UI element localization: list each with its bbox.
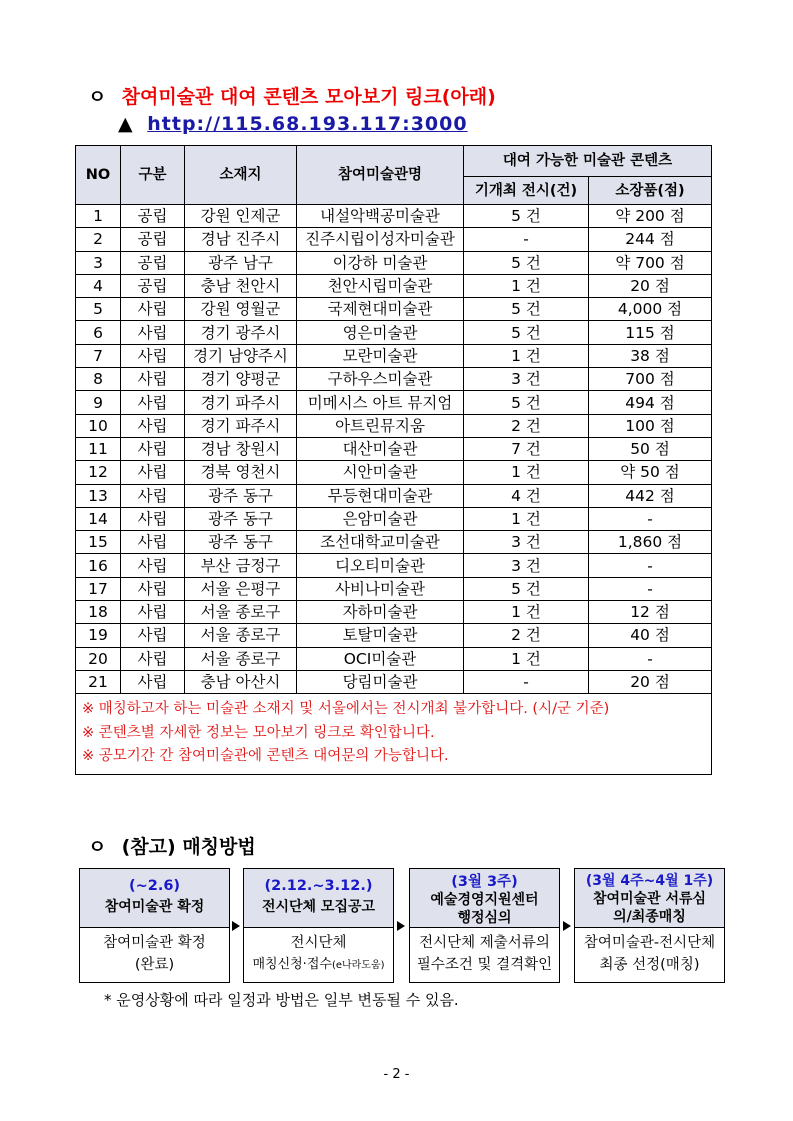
cell-no: 14 <box>76 507 121 530</box>
cell-museum: 디오티미술관 <box>297 554 464 577</box>
museum-table <box>75 145 712 775</box>
flow-step-3-desc1: 전시단체 제출서류의 <box>419 935 550 951</box>
cell-no: 11 <box>76 437 121 460</box>
flow-step-1-title: 참여미술관 확정 <box>104 899 205 915</box>
cell-location: 경기 파주시 <box>185 414 297 437</box>
section2-bullet: ㅇ <box>88 836 107 858</box>
header-contents: 대여 가능한 미술관 콘텐츠 <box>464 146 712 177</box>
cell-location: 경기 남양주시 <box>185 344 297 367</box>
cell-location: 서울 종로구 <box>185 647 297 670</box>
cell-type: 사립 <box>121 647 185 670</box>
cell-no: 15 <box>76 531 121 554</box>
cell-type: 사립 <box>121 531 185 554</box>
flow-step-3 <box>409 868 560 983</box>
table-row <box>76 554 712 577</box>
section1-title: 참여미술관 대여 콘텐츠 모아보기 링크(아래) <box>121 86 496 108</box>
flow-step-2 <box>243 868 394 983</box>
cell-type: 사립 <box>121 321 185 344</box>
table-row <box>76 321 712 344</box>
cell-collection: 20 점 <box>589 670 712 693</box>
table-row <box>76 228 712 251</box>
cell-type: 공립 <box>121 228 185 251</box>
cell-collection: 약 50 점 <box>589 461 712 484</box>
cell-location: 경북 영천시 <box>185 461 297 484</box>
cell-location: 광주 동구 <box>185 507 297 530</box>
cell-museum: 국제현대미술관 <box>297 298 464 321</box>
table-row <box>76 577 712 600</box>
cell-collection: 40 점 <box>589 624 712 647</box>
cell-location: 광주 동구 <box>185 484 297 507</box>
flow-step-4-date: (3월 4주~4월 1주) <box>585 873 714 889</box>
cell-no: 17 <box>76 577 121 600</box>
cell-collection: - <box>589 577 712 600</box>
arrow-right-icon <box>563 921 571 931</box>
cell-no: 8 <box>76 368 121 391</box>
cell-exhibitions: 5 건 <box>464 251 589 274</box>
cell-no: 12 <box>76 461 121 484</box>
cell-collection: - <box>589 507 712 530</box>
cell-collection: 38 점 <box>589 344 712 367</box>
table-row <box>76 461 712 484</box>
cell-exhibitions: 7 건 <box>464 437 589 460</box>
cell-museum: 영은미술관 <box>297 321 464 344</box>
cell-no: 1 <box>76 205 121 228</box>
flow-step-3-header <box>410 869 559 928</box>
cell-museum: 조선대학교미술관 <box>297 531 464 554</box>
cell-location: 광주 동구 <box>185 531 297 554</box>
cell-collection: 494 점 <box>589 391 712 414</box>
flow-step-4-body <box>575 928 724 982</box>
flow-step-4-desc1: 참여미술관-전시단체 <box>583 935 716 951</box>
table-row <box>76 647 712 670</box>
flow-step-4-header <box>575 869 724 928</box>
footnote: * 운영상황에 따라 일정과 방법은 일부 변동될 수 있음. <box>104 991 459 1009</box>
cell-museum: 아트린뮤지움 <box>297 414 464 437</box>
cell-exhibitions: 5 건 <box>464 577 589 600</box>
cell-location: 경기 광주시 <box>185 321 297 344</box>
table-row <box>76 274 712 297</box>
cell-type: 사립 <box>121 391 185 414</box>
table-notes <box>76 694 712 775</box>
cell-no: 2 <box>76 228 121 251</box>
header-collection: 소장품(점) <box>589 177 712 205</box>
cell-museum: 내설악백공미술관 <box>297 205 464 228</box>
flow-step-3-date: (3월 3주) <box>451 874 518 890</box>
arrow-right-icon <box>397 921 405 931</box>
header-type: 구분 <box>121 146 185 205</box>
table-row <box>76 368 712 391</box>
flow-step-1-desc1: 참여미술관 확정 <box>103 935 206 951</box>
triangle-up-icon: ▲ <box>118 113 133 135</box>
cell-collection: 1,860 점 <box>589 531 712 554</box>
table-row <box>76 484 712 507</box>
cell-museum: 미메시스 아트 뮤지엄 <box>297 391 464 414</box>
flow-step-3-title: 예술경영지원센터 행정심의 <box>430 892 539 926</box>
cell-exhibitions: - <box>464 228 589 251</box>
cell-museum: 무등현대미술관 <box>297 484 464 507</box>
header-museum: 참여미술관명 <box>297 146 464 205</box>
cell-type: 사립 <box>121 298 185 321</box>
flow-step-4-title: 참여미술관 서류심의/최종매칭 <box>592 891 707 925</box>
flow-step-1-body <box>80 928 229 982</box>
cell-museum: 자하미술관 <box>297 601 464 624</box>
flow-step-4-desc2: 최종 선정(매칭) <box>599 957 700 973</box>
cell-collection: 244 점 <box>589 228 712 251</box>
table-row <box>76 531 712 554</box>
cell-collection: - <box>589 647 712 670</box>
note-2: ※ 콘텐츠별 자세한 정보는 모아보기 링크로 확인합니다. <box>82 724 435 741</box>
cell-type: 공립 <box>121 251 185 274</box>
cell-location: 경남 창원시 <box>185 437 297 460</box>
cell-exhibitions: - <box>464 670 589 693</box>
table-row <box>76 437 712 460</box>
table-row <box>76 670 712 693</box>
cell-location: 경기 양평군 <box>185 368 297 391</box>
cell-location: 서울 종로구 <box>185 601 297 624</box>
link-line <box>118 113 468 135</box>
cell-collection: 442 점 <box>589 484 712 507</box>
note-1: ※ 매칭하고자 하는 미술관 소재지 및 서울에서는 전시개최 불가합니다. (시/군 기준) <box>82 701 610 718</box>
flow-step-4 <box>574 868 725 983</box>
cell-location: 경기 파주시 <box>185 391 297 414</box>
cell-exhibitions: 1 건 <box>464 507 589 530</box>
flow-step-2-desc2-suffix: (e나라도움) <box>331 960 385 971</box>
flow-step-2-desc1: 전시단체 <box>290 935 347 951</box>
cell-no: 9 <box>76 391 121 414</box>
cell-no: 6 <box>76 321 121 344</box>
cell-exhibitions: 5 건 <box>464 205 589 228</box>
cell-exhibitions: 4 건 <box>464 484 589 507</box>
cell-type: 공립 <box>121 274 185 297</box>
flow-step-2-date: (2.12.~3.12.) <box>264 878 373 894</box>
table-row <box>76 507 712 530</box>
cell-collection: - <box>589 554 712 577</box>
cell-no: 18 <box>76 601 121 624</box>
cell-no: 7 <box>76 344 121 367</box>
cell-collection: 4,000 점 <box>589 298 712 321</box>
table-row <box>76 624 712 647</box>
section2-title: (참고) 매칭방법 <box>121 836 256 858</box>
cell-exhibitions: 1 건 <box>464 344 589 367</box>
flow-step-3-body <box>410 928 559 982</box>
flow-step-1-header <box>80 869 229 928</box>
cell-collection: 12 점 <box>589 601 712 624</box>
cell-collection: 약 700 점 <box>589 251 712 274</box>
table-row <box>76 344 712 367</box>
cell-museum: 토탈미술관 <box>297 624 464 647</box>
cell-museum: 은암미술관 <box>297 507 464 530</box>
header-exhibitions: 기개최 전시(건) <box>464 177 589 205</box>
header-location: 소재지 <box>185 146 297 205</box>
cell-location: 강원 인제군 <box>185 205 297 228</box>
cell-exhibitions: 5 건 <box>464 391 589 414</box>
cell-no: 3 <box>76 251 121 274</box>
cell-exhibitions: 1 건 <box>464 601 589 624</box>
cell-museum: 대산미술관 <box>297 437 464 460</box>
flow-step-2-title: 전시단체 모집공고 <box>261 899 376 915</box>
cell-type: 사립 <box>121 670 185 693</box>
table-row <box>76 601 712 624</box>
cell-exhibitions: 3 건 <box>464 554 589 577</box>
flow-step-1-date: (~2.6) <box>128 878 181 894</box>
cell-exhibitions: 2 건 <box>464 414 589 437</box>
cell-no: 19 <box>76 624 121 647</box>
table-row <box>76 205 712 228</box>
flow-step-2-header <box>244 869 393 928</box>
cell-museum: 모란미술관 <box>297 344 464 367</box>
cell-museum: 사비나미술관 <box>297 577 464 600</box>
cell-location: 서울 은평구 <box>185 577 297 600</box>
cell-museum: 천안시립미술관 <box>297 274 464 297</box>
cell-museum: 구하우스미술관 <box>297 368 464 391</box>
table-body <box>76 205 712 694</box>
cell-type: 사립 <box>121 344 185 367</box>
cell-type: 사립 <box>121 507 185 530</box>
cell-collection: 115 점 <box>589 321 712 344</box>
cell-type: 사립 <box>121 368 185 391</box>
cell-collection: 약 200 점 <box>589 205 712 228</box>
cell-type: 사립 <box>121 624 185 647</box>
cell-location: 충남 천안시 <box>185 274 297 297</box>
cell-location: 강원 영월군 <box>185 298 297 321</box>
section1-bullet: ㅇ <box>88 86 107 108</box>
cell-exhibitions: 2 건 <box>464 624 589 647</box>
flow-step-2-body <box>244 928 393 982</box>
flow-step-1-desc2: (완료) <box>134 957 175 973</box>
note-3: ※ 공모기간 간 참여미술관에 콘텐츠 대여문의 가능합니다. <box>82 748 449 765</box>
cell-location: 충남 아산시 <box>185 670 297 693</box>
cell-location: 서울 종로구 <box>185 624 297 647</box>
table-row <box>76 391 712 414</box>
cell-collection: 700 점 <box>589 368 712 391</box>
table-row <box>76 298 712 321</box>
cell-exhibitions: 3 건 <box>464 368 589 391</box>
cell-museum: 시안미술관 <box>297 461 464 484</box>
cell-type: 사립 <box>121 437 185 460</box>
contents-link[interactable]: http://115.68.193.117:3000 <box>147 113 468 135</box>
flow-step-1 <box>79 868 230 983</box>
cell-no: 5 <box>76 298 121 321</box>
cell-type: 사립 <box>121 577 185 600</box>
cell-exhibitions: 1 건 <box>464 461 589 484</box>
cell-collection: 100 점 <box>589 414 712 437</box>
cell-exhibitions: 3 건 <box>464 531 589 554</box>
cell-exhibitions: 1 건 <box>464 647 589 670</box>
cell-museum: OCI미술관 <box>297 647 464 670</box>
cell-no: 16 <box>76 554 121 577</box>
section2-heading <box>88 832 256 859</box>
page-number: - 2 - <box>383 1067 410 1082</box>
cell-museum: 당림미술관 <box>297 670 464 693</box>
section1-heading <box>88 82 496 109</box>
cell-type: 사립 <box>121 601 185 624</box>
cell-collection: 50 점 <box>589 437 712 460</box>
cell-location: 광주 남구 <box>185 251 297 274</box>
cell-type: 사립 <box>121 484 185 507</box>
cell-no: 4 <box>76 274 121 297</box>
flow-step-3-desc2: 필수조건 및 결격확인 <box>416 957 553 973</box>
header-no: NO <box>76 146 121 205</box>
cell-location: 경남 진주시 <box>185 228 297 251</box>
flow-step-2-desc2: 매칭신청·접수 <box>252 957 332 972</box>
table-row <box>76 414 712 437</box>
cell-exhibitions: 1 건 <box>464 274 589 297</box>
flow-step-2-desc2-line <box>244 954 393 977</box>
cell-location: 부산 금정구 <box>185 554 297 577</box>
cell-no: 21 <box>76 670 121 693</box>
table-row <box>76 251 712 274</box>
cell-no: 20 <box>76 647 121 670</box>
cell-type: 사립 <box>121 461 185 484</box>
cell-exhibitions: 5 건 <box>464 321 589 344</box>
cell-museum: 이강하 미술관 <box>297 251 464 274</box>
cell-type: 공립 <box>121 205 185 228</box>
cell-type: 사립 <box>121 414 185 437</box>
cell-exhibitions: 5 건 <box>464 298 589 321</box>
cell-collection: 20 점 <box>589 274 712 297</box>
cell-no: 13 <box>76 484 121 507</box>
cell-type: 사립 <box>121 554 185 577</box>
cell-no: 10 <box>76 414 121 437</box>
arrow-right-icon <box>232 921 240 931</box>
cell-museum: 진주시립이성자미술관 <box>297 228 464 251</box>
